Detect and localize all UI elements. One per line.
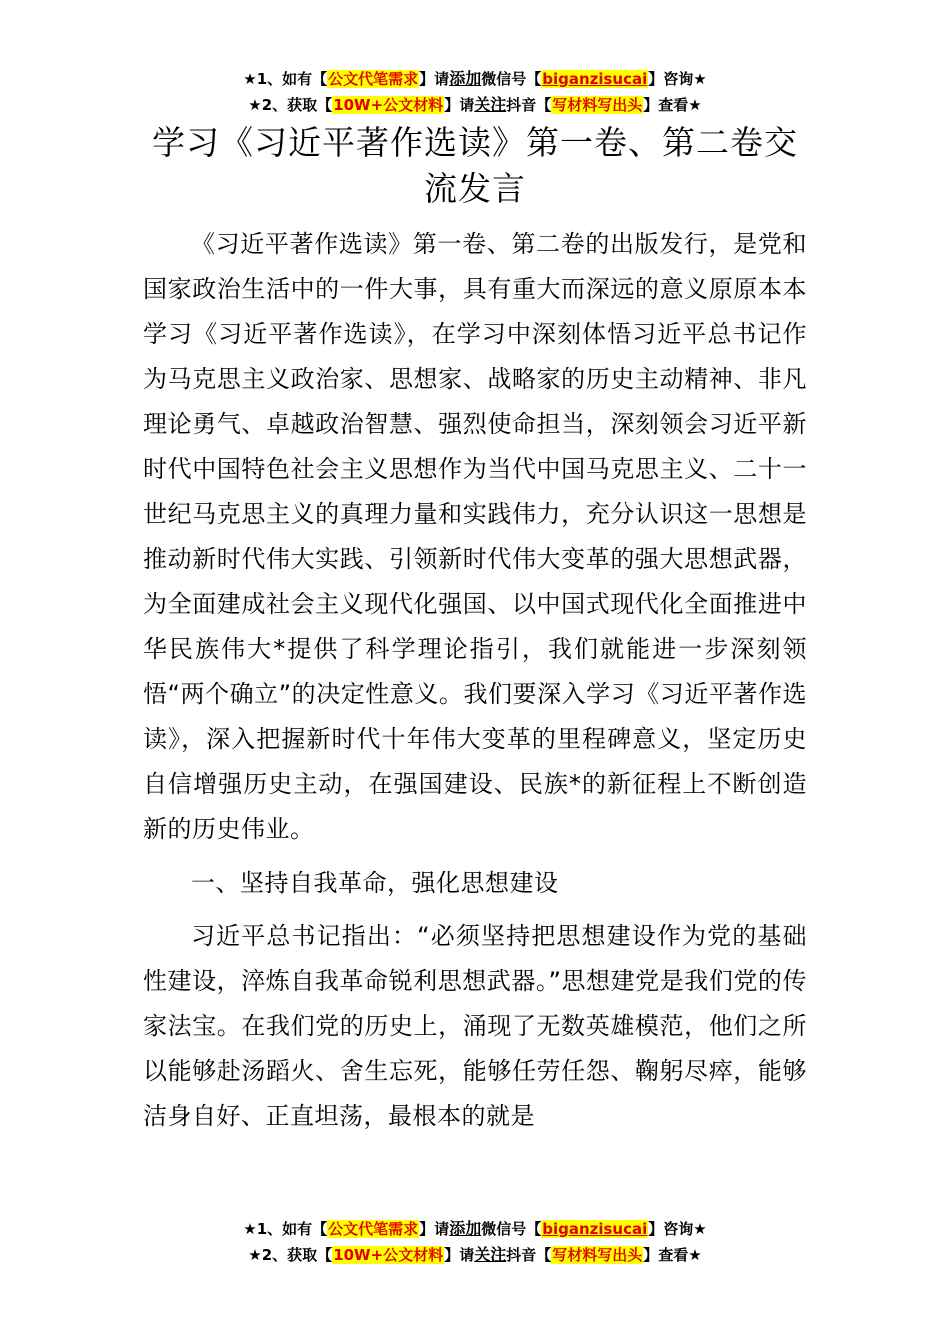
banner-emphasis: 关注 bbox=[474, 95, 507, 114]
document-body bbox=[143, 222, 807, 1139]
title-line-1: 学习《习近平著作选读》第一卷、第二卷交 bbox=[152, 123, 798, 162]
section-heading: 一、坚持自我革命，强化思想建设 bbox=[191, 869, 559, 897]
banner-emphasis: 添加 bbox=[449, 69, 482, 88]
banner-text: 】咨询★ bbox=[648, 1220, 707, 1238]
paragraph: 《习近平著作选读》第一卷、第二卷的出版发行，是党和国家政治生活中的一件大事，具有重大而深远的意义原原本本学习《习近平著作选读》，在学习中深刻体悟习近平总书记作为马克思主义政治家、思想家、战略家的历史主动精神、非凡理论勇气、卓越政治智慧、强烈使命担当，深刻领会习近平新时代中国特色社会主义思想作为当代中国马克思主义、二十一世纪马克思主义的真理力量和实践伟力，充分认识这一思想是推动新时代伟大实践、引领新时代伟大变革的强大思想武器，为全面建成社会主义现代化强国、以中国式现代化全面推进中华民族伟大*提供了科学理论指引，我们就能进一步深刻领悟“两个确立”的决定性意义。我们要深入学习《习近平著作选读》，深入把握新时代十年伟大变革的里程碑意义，坚定历史自信增强历史主动，在强国建设、民族*的新征程上不断创造新的历史伟业。 bbox=[143, 230, 807, 843]
wechat-id-link[interactable]: biganzisucai bbox=[542, 1220, 648, 1238]
document-title bbox=[143, 120, 807, 212]
banner-text: 微信号【 bbox=[481, 1220, 542, 1238]
highlight-materials: 10W+公文材料 bbox=[333, 96, 444, 114]
highlight-service: 公文代笔需求 bbox=[328, 1220, 419, 1238]
wechat-id-link[interactable]: biganzisucai bbox=[542, 70, 648, 88]
banner-text: 】请 bbox=[419, 1220, 450, 1238]
banner-text: ★1、如有【 bbox=[243, 1220, 328, 1238]
banner-line-2 bbox=[0, 1242, 950, 1268]
highlight-service: 公文代笔需求 bbox=[328, 70, 419, 88]
banner-text: ★2、获取【 bbox=[248, 96, 333, 114]
banner-text: 】请 bbox=[444, 96, 475, 114]
header-banner bbox=[0, 66, 950, 118]
footer-banner bbox=[0, 1216, 950, 1268]
highlight-materials: 10W+公文材料 bbox=[333, 1246, 444, 1264]
banner-text: 】请 bbox=[444, 1246, 475, 1264]
banner-text: 】请 bbox=[419, 70, 450, 88]
banner-text: ★2、获取【 bbox=[248, 1246, 333, 1264]
banner-text: 微信号【 bbox=[481, 70, 542, 88]
douyin-account: 写材料写出头 bbox=[552, 1246, 643, 1264]
banner-text: 】咨询★ bbox=[648, 70, 707, 88]
banner-line-2 bbox=[0, 92, 950, 118]
banner-text: ★1、如有【 bbox=[243, 70, 328, 88]
banner-text: 抖音【 bbox=[506, 1246, 552, 1264]
banner-emphasis: 添加 bbox=[449, 1219, 482, 1238]
banner-line-1 bbox=[0, 1216, 950, 1242]
banner-text: 抖音【 bbox=[506, 96, 552, 114]
banner-emphasis: 关注 bbox=[474, 1245, 507, 1264]
banner-text: 】查看★ bbox=[643, 1246, 702, 1264]
banner-text: 】查看★ bbox=[643, 96, 702, 114]
paragraph: 习近平总书记指出：“必须坚持把思想建设作为党的基础性建设，淬炼自我革命锐利思想武器。”思想建党是我们党的传家法宝。在我们党的历史上，涌现了无数英雄模范，他们之所以能够赴汤蹈火、舍生忘死，能够任劳任怨、鞠躬尽瘁，能够洁身自好、正直坦荡，最根本的就是 bbox=[143, 922, 807, 1130]
title-line-2: 流发言 bbox=[424, 169, 526, 208]
douyin-account: 写材料写出头 bbox=[552, 96, 643, 114]
banner-line-1 bbox=[0, 66, 950, 92]
